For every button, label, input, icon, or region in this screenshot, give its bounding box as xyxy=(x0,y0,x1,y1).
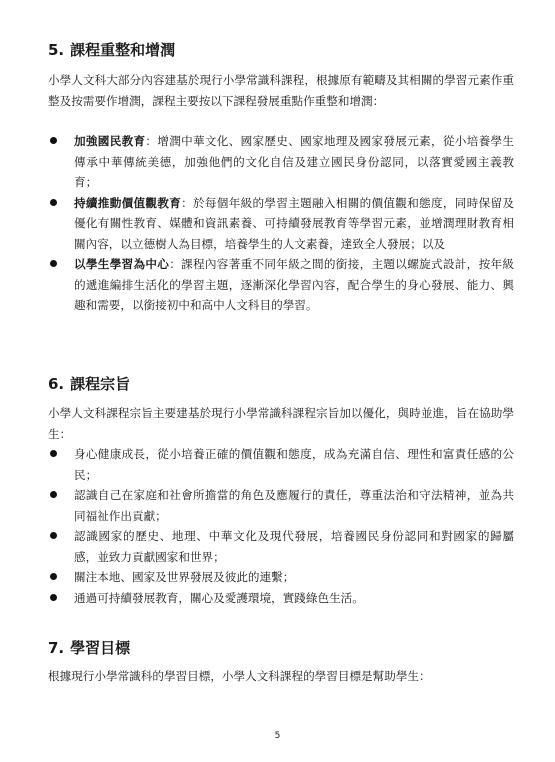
bullet-text: 身心健康成長，從小培養正確的價值觀和態度，成為充滿自信、理性和富責任感的公民； xyxy=(74,447,514,482)
bullet-keyword: 加強國民教育 xyxy=(74,134,146,148)
list-item xyxy=(48,526,514,567)
bullet-icon xyxy=(50,532,57,539)
list-item xyxy=(48,254,514,316)
bullet-keyword: 持續推動價值觀教育 xyxy=(74,195,182,210)
section-title: 學習目標 xyxy=(70,639,131,657)
section-5-bullet-list xyxy=(48,131,514,316)
section-number: 7. xyxy=(48,639,65,657)
section-6-bullet-list xyxy=(48,444,514,608)
list-item xyxy=(48,567,514,588)
bullet-text: 關注本地、國家及世界發展及彼此的連繫； xyxy=(74,570,295,584)
bullet-icon xyxy=(50,260,57,267)
bullet-icon xyxy=(50,594,57,601)
section-7-heading xyxy=(48,639,130,657)
section-6-heading xyxy=(48,375,130,393)
section-title: 課程重整和增潤 xyxy=(70,41,176,59)
section-number: 5. xyxy=(48,41,65,59)
list-item xyxy=(48,131,514,193)
section-number: 6. xyxy=(48,375,65,393)
section-title: 課程宗旨 xyxy=(70,375,131,393)
bullet-text: ：於每個年級的學習主題融入相關的價值觀和態度，同時保留及優化有關性教育、媒體和資訊素養、可持續發展教育等學習元素，並增潤理財教育相關內容，以立德樹人為目標，培養學生的人文素養，達致全人發展；以及 xyxy=(74,195,514,251)
bullet-icon xyxy=(50,573,57,580)
bullet-icon xyxy=(50,199,57,206)
page-number: 5 xyxy=(274,731,281,741)
list-item xyxy=(48,444,514,485)
list-item xyxy=(48,193,514,255)
bullet-text: 認識自己在家庭和社會所擔當的角色及應履行的責任，尊重法治和守法精神，並為共同福祉作出貢獻； xyxy=(74,488,514,523)
section-5-intro: 小學人文科大部分內容建基於現行小學常識科課程，根據原有範疇及其相關的學習元素作重整及按需要作增潤，課程主要按以下課程發展重點作重整和增潤： xyxy=(48,73,514,108)
list-item xyxy=(48,485,514,526)
bullet-text: 通過可持續發展教育，關心及愛護環境，實踐綠色生活。 xyxy=(74,590,364,605)
bullet-icon xyxy=(50,137,57,144)
bullet-keyword: 以學生學習為中心 xyxy=(74,257,170,271)
section-6-intro: 小學人文科課程宗旨主要建基於現行小學常識科課程宗旨加以優化，與時並進，旨在協助學生： xyxy=(48,406,514,441)
bullet-text: ：課程內容著重不同年級之間的銜接，主題以螺旋式設計，按年級的遞進編排生活化的學習主題，逐漸深化學習內容，配合學生的身心發展、能力、興趣和需要，以銜接初中和高中人文科目的學習。 xyxy=(74,257,514,312)
bullet-text: ：增潤中華文化、國家歷史、國家地理及國家發展元素，從小培養學生傳承中華傳統美德，加強他們的文化自信及建立國民身份認同，以落實愛國主義教育； xyxy=(74,134,514,189)
bullet-icon xyxy=(50,491,57,498)
section-5-heading xyxy=(48,41,175,59)
section-7-intro: 根據現行小學常識科的學習目標，小學人文科課程的學習目標是幫助學生： xyxy=(48,669,431,683)
list-item xyxy=(48,588,514,609)
bullet-text: 認識國家的歷史、地理、中華文化及現代發展，培養國民身份認同和對國家的歸屬感，並致力貢獻國家和世界； xyxy=(74,529,514,564)
bullet-icon xyxy=(50,450,57,457)
